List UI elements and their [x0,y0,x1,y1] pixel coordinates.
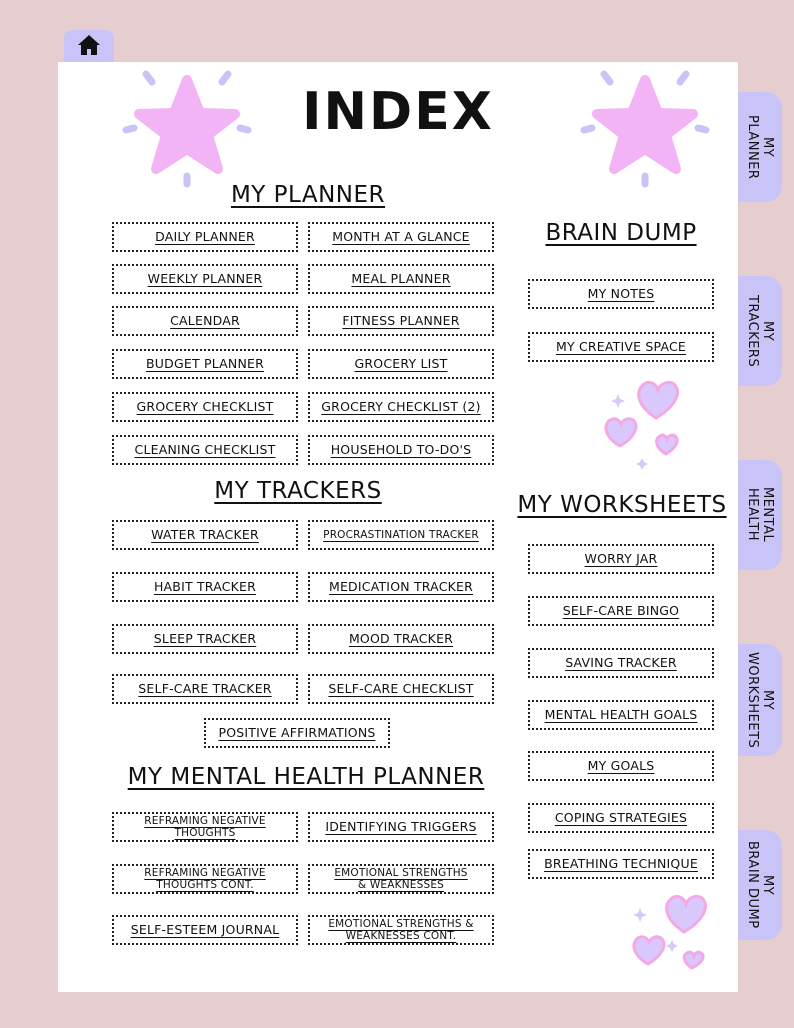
link-reframing-negative-thoughts-cont[interactable]: REFRAMING NEGATIVE THOUGHTS CONT. [112,864,298,894]
link-cleaning-checklist[interactable]: CLEANING CHECKLIST [112,435,298,465]
link-self-care-checklist[interactable]: SELF-CARE CHECKLIST [308,674,494,704]
link-positive-affirmations[interactable]: POSITIVE AFFIRMATIONS [204,718,390,748]
link-habit-tracker[interactable]: HABIT TRACKER [112,572,298,602]
section-title-my-planner: MY PLANNER [230,182,386,208]
link-breathing-technique[interactable]: BREATHING TECHNIQUE [528,849,714,879]
link-coping-strategies[interactable]: COPING STRATEGIES [528,803,714,833]
link-medication-tracker[interactable]: MEDICATION TRACKER [308,572,494,602]
link-procrastination-tracker[interactable]: PROCRASTINATION TRACKER [308,520,494,550]
link-worry-jar[interactable]: WORRY JAR [528,544,714,574]
link-self-care-tracker[interactable]: SELF-CARE TRACKER [112,674,298,704]
link-month-at-a-glance[interactable]: MONTH AT A GLANCE [308,222,494,252]
hearts-icon [626,888,716,978]
link-meal-planner[interactable]: MEAL PLANNER [308,264,494,294]
section-title-brain-dump: BRAIN DUMP [545,220,697,246]
link-household-todos[interactable]: HOUSEHOLD TO-DO'S [308,435,494,465]
link-weekly-planner[interactable]: WEEKLY PLANNER [112,264,298,294]
link-grocery-checklist-2[interactable]: GROCERY CHECKLIST (2) [308,392,494,422]
side-tab-my-planner[interactable] [738,92,782,202]
side-tab-mental-health[interactable] [738,460,782,570]
side-tab-my-trackers[interactable] [738,276,782,386]
page-title: INDEX [302,82,494,142]
side-tab-my-worksheets[interactable] [738,644,782,756]
link-sleep-tracker[interactable]: SLEEP TRACKER [112,624,298,654]
link-grocery-list[interactable]: GROCERY LIST [308,349,494,379]
link-identifying-triggers[interactable]: IDENTIFYING TRIGGERS [308,812,494,842]
link-self-esteem-journal[interactable]: SELF-ESTEEM JOURNAL [112,915,298,945]
link-my-creative-space[interactable]: MY CREATIVE SPACE [528,332,714,362]
link-water-tracker[interactable]: WATER TRACKER [112,520,298,550]
side-tab-label: MENTAL HEALTH [745,487,775,543]
link-emotional-strengths-weaknesses-cont[interactable]: EMOTIONAL STRENGTHS & WEAKNESSES CONT. [308,915,494,945]
hearts-icon [598,374,688,474]
side-tab-my-brain-dump[interactable] [738,830,782,940]
side-tab-label: MY WORKSHEETS [745,651,775,749]
link-my-goals[interactable]: MY GOALS [528,751,714,781]
link-my-notes[interactable]: MY NOTES [528,279,714,309]
link-emotional-strengths-weaknesses[interactable]: EMOTIONAL STRENGTHS & WEAKNESSES [308,864,494,894]
index-page [58,62,738,992]
side-tab-label: MY BRAIN DUMP [745,841,775,929]
link-fitness-planner[interactable]: FITNESS PLANNER [308,306,494,336]
link-self-care-bingo[interactable]: SELF-CARE BINGO [528,596,714,626]
home-icon [77,34,101,56]
link-mental-health-goals[interactable]: MENTAL HEALTH GOALS [528,700,714,730]
link-calendar[interactable]: CALENDAR [112,306,298,336]
side-tab-label: MY TRACKERS [745,294,775,368]
section-title-my-worksheets: MY WORKSHEETS [517,492,727,518]
link-reframing-negative-thoughts[interactable]: REFRAMING NEGATIVE THOUGHTS [112,812,298,842]
link-mood-tracker[interactable]: MOOD TRACKER [308,624,494,654]
side-tab-label: MY PLANNER [745,114,775,180]
home-tab[interactable] [64,30,114,66]
link-budget-planner[interactable]: BUDGET PLANNER [112,349,298,379]
link-daily-planner[interactable]: DAILY PLANNER [112,222,298,252]
section-title-my-trackers: MY TRACKERS [214,478,382,504]
section-title-mental-health-planner: MY MENTAL HEALTH PLANNER [127,764,485,790]
link-saving-tracker[interactable]: SAVING TRACKER [528,648,714,678]
link-grocery-checklist[interactable]: GROCERY CHECKLIST [112,392,298,422]
